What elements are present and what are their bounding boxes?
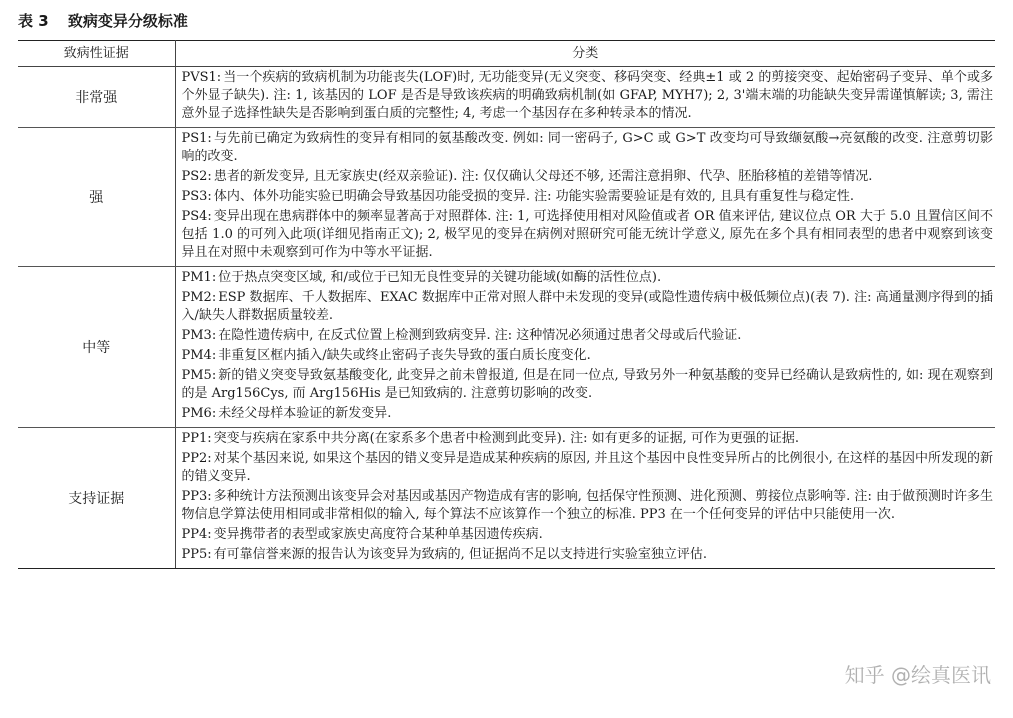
criterion-entry — [182, 450, 994, 486]
criterion-code: PM1: — [181, 270, 217, 285]
pathogenicity-grading-table — [18, 40, 995, 569]
criterion-code: PM4: — [181, 348, 217, 363]
criterion-text: 变异出现在患病群体中的频率显著高于对照群体. 注: 1, 可选择使用相对风险值或者 OR 值来评估, 建议位点 OR 大于 5.0 且置信区间不包括 1.0 的可列入此项(详细见指南正文); 2, 极罕见的变异在病例对照研究可能无统计学意义, 原先在多个具有相同表型的患者中观察到该变异且在对照中未观察到可作为中等水平证据. — [181, 209, 993, 260]
evidence-group-row — [18, 267, 995, 428]
criterion-text: 有可靠信誉来源的报告认为该变异为致病的, 但证据尚不足以支持进行实验室独立评估. — [213, 547, 708, 562]
criterion-text: 位于热点突变区域, 和/或位于已知无良性变异的关键功能域(如酶的活性位点). — [218, 270, 662, 285]
table-body — [18, 67, 995, 569]
criterion-entry — [182, 546, 994, 564]
criterion-code: PP2: — [181, 451, 212, 466]
criterion-entry — [182, 168, 994, 186]
evidence-level: 中等 — [18, 267, 175, 428]
criterion-code: PM2: — [181, 290, 217, 305]
criterion-code: PM5: — [181, 368, 217, 383]
criterion-text: 患者的新发变异, 且无家族史(经双亲验证). 注: 仅仅确认父母还不够, 还需注意捐卵、代孕、胚胎移植的差错等情况. — [213, 169, 873, 184]
criterion-text: 当一个疾病的致病机制为功能丧失(LOF)时, 无功能变异(无义突变、移码突变、经典±1 或 2 的剪接突变、起始密码子变异、单个或多个外显子缺失). 注: 1, 该基因的 LOF 是否是导致该疾病的明确致病机制(如 GFAP, MYH7); 2, 3'端末端的功能缺失变异需谨慎解读; 3, 需注意外显子选择性缺失是否影响到蛋白质的完整性; 4, 考虑一个基因存在多种转录本的情况. — [181, 70, 993, 121]
criteria-cell — [175, 67, 995, 128]
criteria-cell — [175, 428, 995, 569]
criterion-text: 在隐性遗传病中, 在反式位置上检测到致病变异. 注: 这种情况必须通过患者父母或后代验证. — [218, 328, 742, 343]
criteria-cell — [175, 267, 995, 428]
criterion-code: PP5: — [181, 547, 212, 562]
evidence-group-row — [18, 428, 995, 569]
table-number: 表 3 — [18, 12, 49, 30]
criterion-code: PP4: — [181, 527, 212, 542]
criterion-entry — [182, 367, 994, 403]
criterion-text: 突变与疾病在家系中共分离(在家系多个患者中检测到此变异). 注: 如有更多的证据, 可作为更强的证据. — [213, 431, 799, 446]
criterion-code: PS1: — [181, 131, 212, 146]
criterion-entry — [182, 188, 994, 206]
criterion-text: 新的错义突变导致氨基酸变化, 此变异之前未曾报道, 但是在同一位点, 导致另外一种氨基酸的变异已经确认是致病性的, 如: 现在观察到的是 Arg156Cys, 而 Arg156His 是已知致病的. 注意剪切影响的改变. — [181, 368, 993, 401]
criterion-text: 对某个基因来说, 如果这个基因的错义变异是造成某种疾病的原因, 并且这个基因中良性变异所占的比例很小, 在这样的基因中所发现的新的错义变异. — [181, 451, 993, 484]
watermark: 知乎 @绘真医讯 — [844, 663, 991, 687]
criterion-entry — [182, 289, 994, 325]
criterion-entry — [182, 269, 994, 287]
evidence-group-row — [18, 128, 995, 267]
criterion-entry — [182, 526, 994, 544]
header-evidence: 致病性证据 — [18, 41, 175, 67]
criterion-entry — [182, 69, 994, 123]
evidence-group-row — [18, 67, 995, 128]
criterion-code: PS3: — [181, 189, 212, 204]
evidence-level: 支持证据 — [18, 428, 175, 569]
table-caption — [18, 10, 998, 32]
table-title: 致病变异分级标准 — [67, 12, 188, 30]
criterion-code: PVS1: — [181, 70, 222, 85]
criterion-entry — [182, 130, 994, 166]
criterion-text: ESP 数据库、千人数据库、EXAC 数据库中正常对照人群中未发现的变异(或隐性遗传病中极低频位点)(表 7). 注: 高通量测序得到的插入/缺失人群数据质量较差. — [181, 290, 993, 323]
criterion-entry — [182, 327, 994, 345]
criterion-entry — [182, 347, 994, 365]
criterion-text: 体内、体外功能实验已明确会导致基因功能受损的变异. 注: 功能实验需要验证是有效的, 且具有重复性与稳定性. — [213, 189, 854, 204]
criterion-code: PM6: — [181, 406, 217, 421]
criteria-cell — [175, 128, 995, 267]
criterion-code: PS2: — [181, 169, 212, 184]
criterion-entry — [182, 208, 994, 262]
criterion-code: PP3: — [181, 489, 212, 504]
criterion-text: 未经父母样本验证的新发变异. — [218, 406, 392, 421]
evidence-level: 强 — [18, 128, 175, 267]
criterion-entry — [182, 488, 994, 524]
criterion-text: 多种统计方法预测出该变异会对基因或基因产物造成有害的影响, 包括保守性预测、进化预测、剪接位点影响等. 注: 由于做预测时许多生物信息学算法使用相同或非常相似的输入, 每个算法不应该算作一个独立的标准. PP3 在一个任何变异的评估中只能使用一次. — [181, 489, 993, 522]
criterion-text: 非重复区框内插入/缺失或终止密码子丧失导致的蛋白质长度变化. — [218, 348, 591, 363]
criterion-entry — [182, 405, 994, 423]
evidence-level: 非常强 — [18, 67, 175, 128]
criterion-code: PS4: — [181, 209, 212, 224]
header-category: 分类 — [175, 41, 995, 67]
criterion-code: PP1: — [181, 431, 212, 446]
criterion-text: 与先前已确定为致病性的变异有相同的氨基酸改变. 例如: 同一密码子, G>C 或 G>T 改变均可导致缬氨酸→亮氨酸的改变. 注意剪切影响的改变. — [181, 131, 993, 164]
criterion-entry — [182, 430, 994, 448]
criterion-code: PM3: — [181, 328, 217, 343]
criterion-text: 变异携带者的表型或家族史高度符合某种单基因遗传疾病. — [213, 527, 543, 542]
table-header-row — [18, 41, 995, 67]
